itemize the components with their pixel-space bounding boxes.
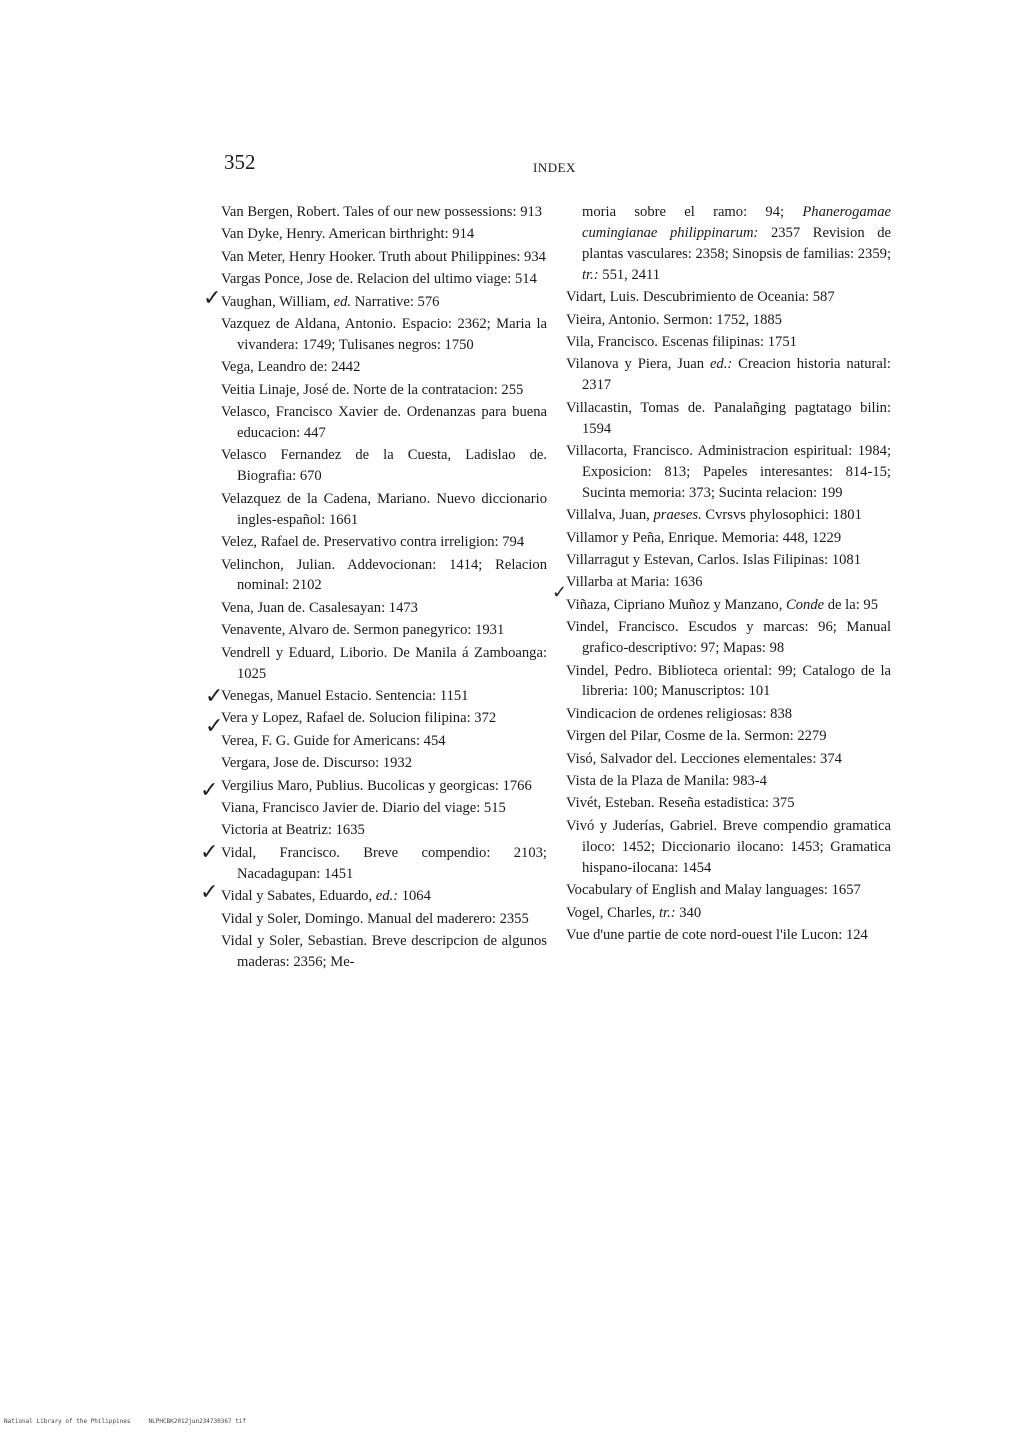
handwritten-check-mark-icon: ✓ (205, 684, 224, 709)
index-entry: Van Bergen, Robert. Tales of our new possessions: 913 (221, 204, 543, 220)
handwritten-check-mark-icon: ✓ (200, 778, 219, 803)
index-entry: Vega, Leandro de: 2442 (221, 359, 361, 376)
index-entry: Vaughan, William, ed. Narrative: 576 (221, 293, 440, 310)
index-entry: Vergara, Jose de. Discurso: 1932 (221, 755, 413, 772)
handwritten-check-mark-icon: ✓ (200, 840, 219, 865)
index-entry: Viana, Francisco Javier de. Diario del viage: 515 (221, 799, 506, 816)
index-entry: Vindicacion de ordenes religiosas: 838 (566, 705, 793, 722)
index-entry: Velez, Rafael de. Preservativo contra irreligion: 794 (221, 534, 525, 551)
index-entry: Vazquez de Aldana, Antonio. Espacio: 2362; Maria la vivandera: 1749; Tulisanes negros: 1750 (221, 316, 547, 353)
index-entry: Vista de la Plaza de Manila: 983-4 (566, 773, 767, 790)
index-entry: Vocabulary of English and Malay languages: 1657 (566, 882, 861, 899)
index-entry: Vidal y Sabates, Eduardo, ed.: 1064 (221, 888, 431, 905)
index-entry: Venavente, Alvaro de. Sermon panegyrico: 1931 (221, 622, 505, 639)
index-entry: Villacastin, Tomas de. Panalañging pagtatago bilin: 1594 (566, 399, 891, 437)
index-column-right (566, 202, 891, 947)
index-entry: Vilanova y Piera, Juan ed.: Creacion historia natural: 2317 (566, 356, 891, 394)
index-entry: Vidal y Soler, Sebastian. Breve descripcion de algunos maderas: 2356; Me- (221, 932, 547, 970)
index-entry: Vidal, Francisco. Breve compendio: 2103; Nacadagupan: 1451 (221, 844, 547, 882)
index-entry: Vila, Francisco. Escenas filipinas: 1751 (566, 333, 797, 350)
index-entry: Vena, Juan de. Casalesayan: 1473 (221, 599, 418, 616)
scan-footer: National Library of the Philippines NLPHCBK2012jun234730367 tif (4, 1418, 247, 1425)
index-entry: Vivét, Esteban. Reseña estadistica: 375 (566, 795, 795, 812)
index-entry: Vidal y Soler, Domingo. Manual del maderero: 2355 (221, 910, 529, 927)
index-entry: Vindel, Pedro. Biblioteca oriental: 99; Catalogo de la libreria: 100; Manuscriptos: 101 (566, 662, 891, 700)
index-entry: Virgen del Pilar, Cosme de la. Sermon: 2279 (566, 728, 827, 745)
index-entry: Villacorta, Francisco. Administracion espiritual: 1984; Exposicion: 813; Papeles interesantes: 814-15; Sucinta memoria: 373; Sucinta relacion: 199 (566, 442, 891, 501)
handwritten-check-mark-icon: ✓ (552, 582, 568, 603)
running-head: INDEX (533, 160, 576, 175)
page-number: 352 (224, 150, 256, 174)
index-entry: Vidart, Luis. Descubrimiento de Oceania: 587 (566, 289, 835, 306)
index-entry: Veitia Linaje, José de. Norte de la contratacion: 255 (221, 381, 524, 398)
index-entry: moria sobre el ramo: 94; Phanerogamae cumingianae philippinarum: 2357 Revision de plantas vasculares: 2358; Sinopsis de familias: 2359; tr.: 551, 2411 (582, 204, 891, 283)
index-entry: Vogel, Charles, tr.: 340 (566, 904, 702, 921)
index-entry: Visó, Salvador del. Lecciones elementales: 374 (566, 750, 842, 767)
index-entry: Viñaza, Cipriano Muñoz y Manzano, Conde de la: 95 (566, 596, 879, 613)
handwritten-check-mark-icon: ✓ (203, 286, 222, 311)
index-entry: Van Meter, Henry Hooker. Truth about Philippines: 934 (221, 248, 546, 265)
index-entry: Vieira, Antonio. Sermon: 1752, 1885 (566, 311, 782, 328)
index-entry: Vargas Ponce, Jose de. Relacion del ultimo viage: 514 (221, 271, 537, 288)
index-entry: Vera y Lopez, Rafael de. Solucion filipina: 372 (221, 710, 497, 727)
index-entry: Velasco Fernandez de la Cuesta, Ladislao de. Biografia: 670 (221, 447, 547, 485)
index-entry: Velasco, Francisco Xavier de. Ordenanzas para buena educacion: 447 (221, 404, 547, 442)
index-entry: Villarba at Maria: 1636 (566, 574, 703, 591)
index-entry: Villalva, Juan, praeses. Cvrsvs phylosophici: 1801 (566, 507, 862, 524)
index-column-left (221, 202, 547, 974)
handwritten-check-mark-icon: ✓ (205, 714, 224, 739)
index-entry: Van Dyke, Henry. American birthright: 914 (221, 226, 475, 243)
handwritten-check-mark-icon: ✓ (200, 880, 219, 905)
index-entry: Vergilius Maro, Publius. Bucolicas y georgicas: 1766 (221, 777, 532, 794)
index-entry: Venegas, Manuel Estacio. Sentencia: 1151 (221, 687, 469, 704)
index-entry: Vindel, Francisco. Escudos y marcas: 96; Manual grafico-descriptivo: 97; Mapas: 98 (566, 619, 891, 657)
index-entry: Velazquez de la Cadena, Mariano. Nuevo diccionario ingles-español: 1661 (221, 490, 547, 528)
index-entry: Victoria at Beatriz: 1635 (221, 822, 365, 839)
index-entry: Vendrell y Eduard, Liborio. De Manila á Zamboanga: 1025 (221, 644, 547, 682)
index-entry: Villarragut y Estevan, Carlos. Islas Filipinas: 1081 (566, 552, 862, 568)
index-entry: Verea, F. G. Guide for Americans: 454 (221, 732, 446, 749)
index-entry: Villamor y Peña, Enrique. Memoria: 448, 1229 (566, 529, 842, 546)
index-entry: Vue d'une partie de cote nord-ouest l'ile Lucon: 124 (566, 926, 868, 943)
index-entry: Velinchon, Julian. Addevocionan: 1414; Relacion nominal: 2102 (221, 556, 547, 594)
index-entry: Vivó y Juderías, Gabriel. Breve compendio gramatica iloco: 1452; Diccionario ilocano: 1453; Gramatica hispano-ilocana: 1454 (566, 817, 891, 876)
